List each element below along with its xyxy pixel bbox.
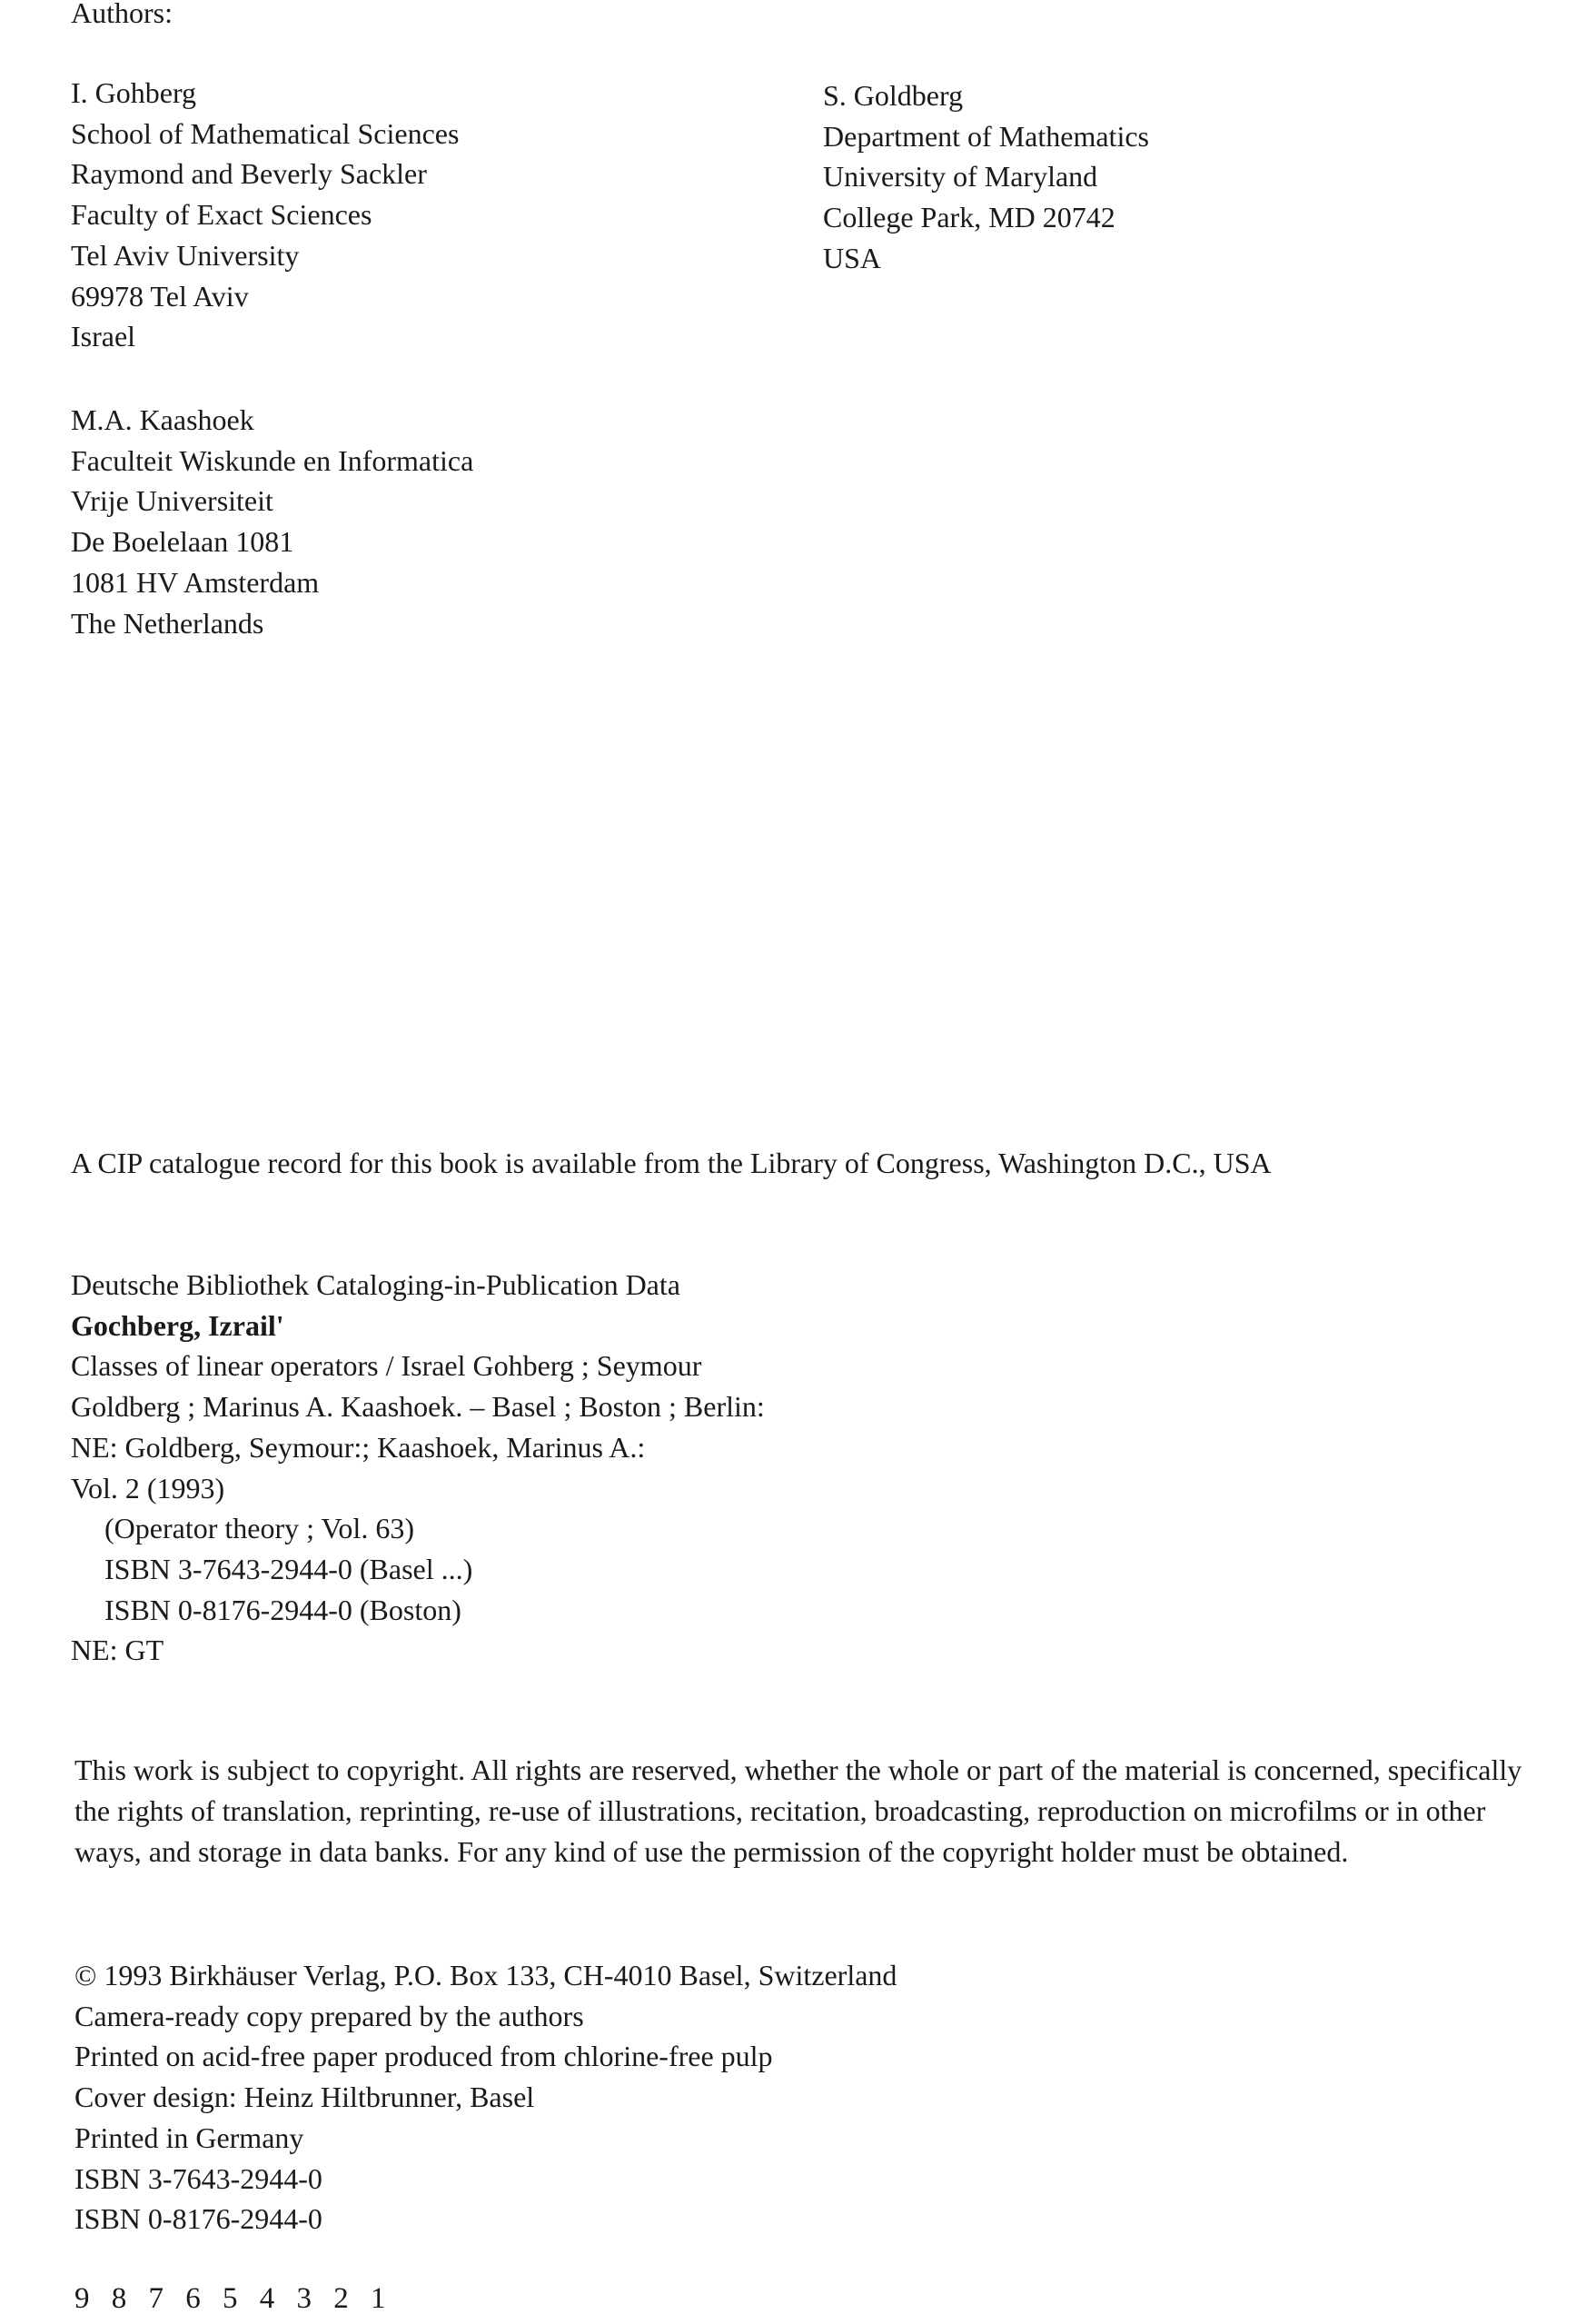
address-line: University of Maryland [823,160,1098,194]
address-line: USA [823,241,882,274]
address-line: Raymond and Beverly Sackler [71,157,427,191]
address-line: 69978 Tel Aviv [71,279,249,313]
copyright-line: © 1993 Birkhäuser Verlag, P.O. Box 133, CH-4010 Basel, Switzerland [74,1959,897,1991]
printing-line: 9 8 7 6 5 4 3 2 1 [74,2282,393,2315]
author-goldberg-address [823,75,1149,279]
cip-notice-block [71,1143,1272,1184]
authors-heading-block [71,0,173,34]
cip-line: NE: GT [71,1634,164,1667]
publisher-info-block [74,1955,897,2240]
isbn-line: ISBN 0-8176-2944-0 [74,2202,322,2236]
address-line: Faculty of Exact Sciences [71,198,372,232]
authors-heading: Authors: [71,0,173,29]
address-line: College Park, MD 20742 [823,201,1115,234]
author-name: S. Goldberg [823,79,964,112]
author-name: I. Gohberg [71,76,197,109]
address-line: De Boelelaan 1081 [71,525,294,559]
cip-notice: A CIP catalogue record for this book is available from the Library of Congress, Washington D.C., USA [71,1147,1272,1179]
cip-line: Classes of linear operators / Israel Gohberg ; Seymour [71,1349,702,1383]
cip-line: NE: Goldberg, Seymour:; Kaashoek, Marinus A.: [71,1430,646,1464]
address-line: Tel Aviv University [71,238,300,272]
publisher-line: Printed on acid-free paper produced from chlorine-free pulp [74,2040,773,2073]
address-line: Vrije Universiteit [71,484,273,518]
publisher-line: Cover design: Heinz Hiltbrunner, Basel [74,2081,535,2114]
address-line: 1081 HV Amsterdam [71,565,320,599]
cip-isbn-line: ISBN 3-7643-2944-0 (Basel ...) [104,1552,473,1585]
cip-isbn-line: ISBN 0-8176-2944-0 (Boston) [104,1593,461,1626]
copyright-notice: This work is subject to copyright. All rights are reserved, whether the whole or part of the material is concerned, specifically the rights of translation, reprinting, re-use of illustrations, recitation, broadcasting, reproduction on microfilms or in other ways, and storage in data banks. For any kind of use the permission of the copyright holder must be obtained. [74,1753,1522,1868]
address-line: Department of Mathematics [823,119,1149,153]
cip-heading: Deutsche Bibliothek Cataloging-in-Publication Data [71,1268,680,1301]
cip-author: Gochberg, Izrail' [71,1308,284,1342]
cip-series-line: (Operator theory ; Vol. 63) [104,1512,414,1545]
author-kaashoek-address [71,400,473,643]
address-line: Faculteit Wiskunde en Informatica [71,443,474,477]
deutsche-bibliothek-block [71,1265,765,1671]
cip-line: Vol. 2 (1993) [71,1471,225,1505]
printing-line-block [74,2279,393,2319]
address-line: The Netherlands [71,606,264,640]
isbn-line: ISBN 3-7643-2944-0 [74,2161,322,2195]
address-line: Israel [71,320,136,353]
address-line: School of Mathematical Sciences [71,116,460,150]
cip-line: Goldberg ; Marinus A. Kaashoek. – Basel ; Boston ; Berlin: [71,1390,765,1424]
author-gohberg-address [71,73,459,357]
publisher-line: Camera-ready copy prepared by the authors [74,1999,584,2032]
author-name: M.A. Kaashoek [71,403,254,436]
publisher-line: Printed in Germany [74,2120,304,2154]
